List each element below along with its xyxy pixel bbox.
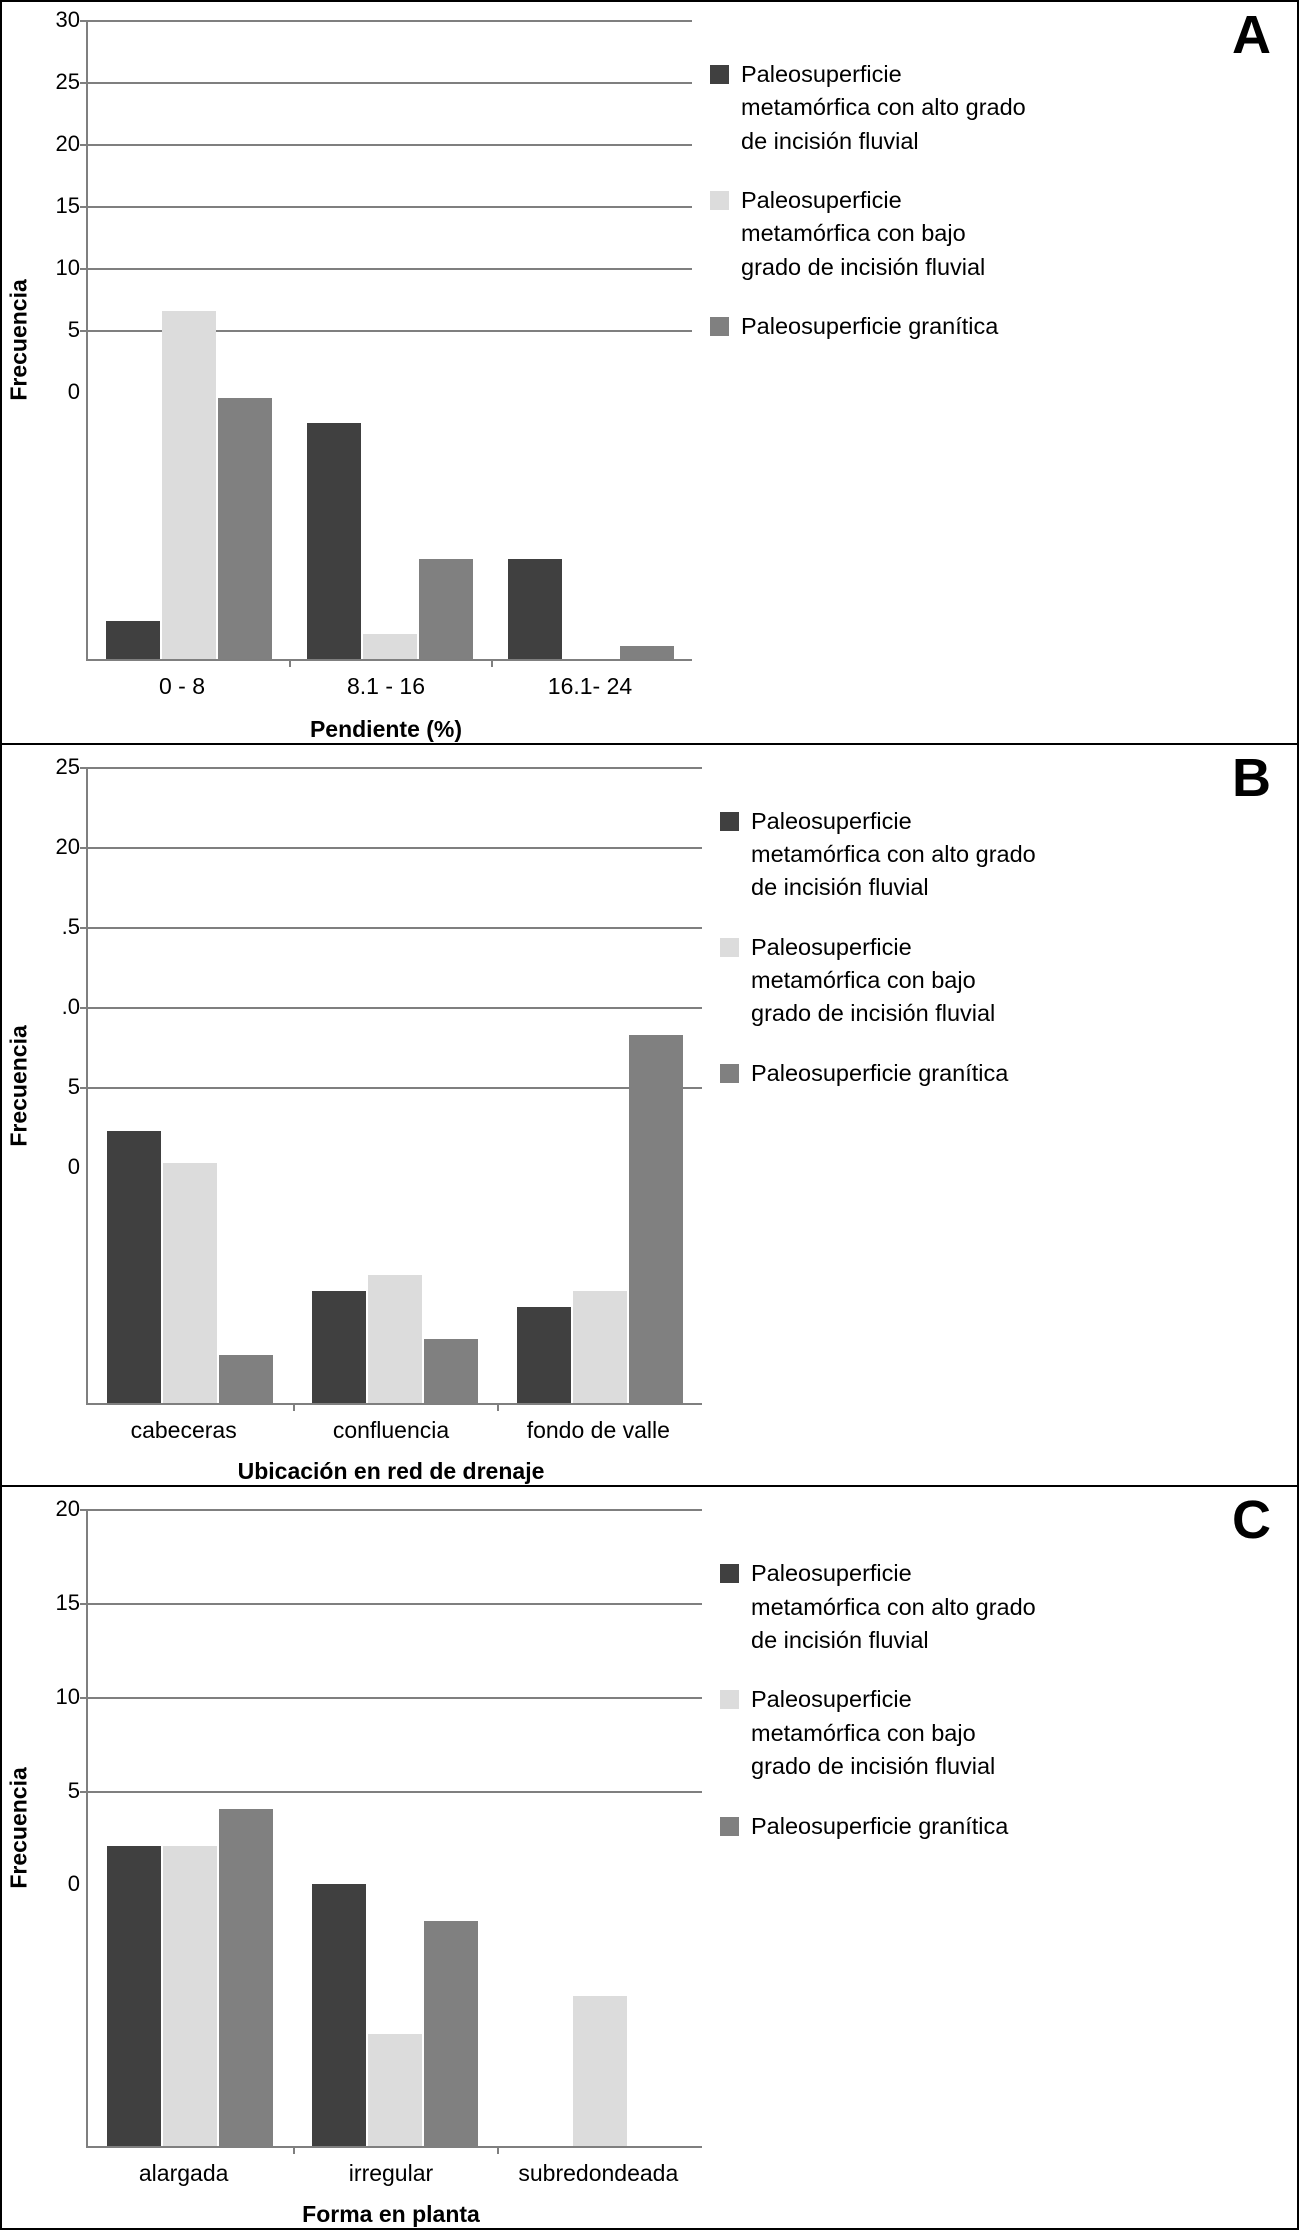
y-tick-mark — [80, 330, 88, 332]
legend-label: Paleosuperficie metamórfica con bajo grado de incisión fluvial — [751, 1686, 996, 1780]
legend-swatch-icon — [720, 1690, 739, 1709]
bar-group — [88, 20, 289, 659]
legend-label: Paleosuperficie metamórfica con alto grado de incisión fluvial — [741, 61, 1026, 154]
legend-item — [720, 1057, 1297, 1090]
y-tick-label: 25 — [55, 753, 80, 779]
legend-swatch-icon — [720, 812, 739, 831]
legend-swatch-icon — [720, 938, 739, 957]
bar — [219, 1355, 273, 1403]
y-tick-label: 0 — [67, 1153, 80, 1179]
bar — [424, 1921, 478, 2146]
bar-group — [88, 1509, 293, 2146]
bar-group — [497, 767, 702, 1404]
legend-item — [710, 310, 1297, 343]
y-tick-mark — [80, 1603, 88, 1605]
x-tick-label: 0 - 8 — [158, 672, 206, 699]
legend-label: Paleosuperficie granítica — [741, 313, 999, 340]
legend-item — [720, 1557, 1297, 1657]
y-tick-label: .0 — [61, 993, 80, 1019]
legend-swatch-icon — [710, 65, 729, 84]
legend-swatch-icon — [720, 1064, 739, 1083]
x-tick-label: 8.1 - 16 — [347, 672, 425, 699]
bar — [312, 1884, 366, 2147]
legend-swatch-icon — [720, 1564, 739, 1583]
chart-panel-c — [0, 1487, 1299, 2230]
y-axis-ticks — [42, 7, 86, 661]
y-axis-label: Frecuencia — [5, 1025, 32, 1147]
legend — [692, 2, 1297, 743]
y-tick-mark — [80, 1509, 88, 1511]
y-tick-mark — [80, 206, 88, 208]
bar — [424, 1339, 478, 1403]
bar — [629, 1035, 683, 1403]
x-tick-label: 16.1- 24 — [547, 672, 633, 699]
x-tick-label: confluencia — [332, 1417, 450, 1444]
legend — [702, 745, 1297, 1486]
y-tick-label: 5 — [67, 1777, 80, 1803]
bar — [219, 1809, 273, 2147]
y-tick-mark — [80, 1697, 88, 1699]
y-tick-mark — [80, 1087, 88, 1089]
y-tick-label: 5 — [67, 1073, 80, 1099]
x-axis-label: Forma en planta — [302, 2201, 480, 2228]
y-tick-mark — [80, 927, 88, 929]
legend-label: Paleosuperficie granítica — [751, 1059, 1009, 1086]
bar-group — [88, 767, 293, 1404]
bar — [573, 1291, 627, 1403]
y-tick-mark — [80, 847, 88, 849]
legend-item — [720, 805, 1297, 905]
bar — [218, 398, 272, 658]
y-tick-mark — [80, 268, 88, 270]
x-tick-label: cabeceras — [130, 1417, 237, 1444]
panel-letter: C — [1232, 1490, 1271, 1551]
bar — [368, 2034, 422, 2147]
x-tick-label: subredondeada — [518, 2160, 679, 2187]
bar — [307, 423, 361, 659]
legend-label: Paleosuperficie metamórfica con bajo grado de incisión fluvial — [751, 933, 996, 1027]
y-tick-label: 10 — [55, 1683, 80, 1709]
y-tick-label: 15 — [55, 193, 80, 218]
legend-label: Paleosuperficie metamórfica con bajo grado de incisión fluvial — [741, 187, 986, 280]
x-axis-ticks — [80, 2148, 702, 2187]
panel-letter: A — [1232, 5, 1271, 65]
y-tick-mark — [80, 1007, 88, 1009]
bar — [368, 1275, 422, 1403]
bar — [107, 1131, 161, 1403]
bar — [517, 1307, 571, 1403]
x-tick-mark — [491, 659, 493, 667]
y-axis-ticks — [42, 1496, 86, 2148]
y-tick-label: .5 — [61, 913, 80, 939]
y-tick-label: 25 — [55, 69, 80, 94]
bars-layer — [88, 20, 692, 659]
y-tick-mark — [80, 144, 88, 146]
bar-group — [289, 20, 490, 659]
x-axis-label: Pendiente (%) — [309, 715, 463, 742]
y-tick-label: 15 — [55, 1590, 80, 1616]
bar-group — [293, 1509, 498, 2146]
bar — [162, 311, 216, 658]
bar — [620, 646, 674, 658]
bar-group — [491, 20, 692, 659]
legend-label: Paleosuperficie metamórfica con alto grado de incisión fluvial — [751, 807, 1036, 901]
x-tick-mark — [293, 1403, 295, 1411]
bar — [107, 1846, 161, 2146]
legend-swatch-icon — [710, 191, 729, 210]
bar — [573, 1996, 627, 2146]
plot-grid — [86, 20, 692, 661]
y-tick-label: 0 — [67, 1871, 80, 1897]
legend-item — [710, 184, 1297, 284]
plot-grid — [86, 1509, 702, 2148]
x-tick-mark — [293, 2146, 295, 2154]
plot-area — [2, 745, 702, 1486]
bar — [363, 634, 417, 659]
x-tick-mark — [497, 2146, 499, 2154]
bar — [163, 1846, 217, 2146]
legend — [702, 1487, 1297, 2228]
y-tick-mark — [80, 20, 88, 22]
plot-grid — [86, 767, 702, 1406]
bar — [508, 559, 562, 658]
x-axis-ticks — [80, 661, 692, 700]
bar — [419, 559, 473, 658]
plot-area — [2, 2, 692, 743]
legend-label: Paleosuperficie granítica — [751, 1812, 1009, 1839]
y-tick-label: 5 — [67, 317, 80, 342]
bar-group — [497, 1509, 702, 2146]
panel-letter: B — [1232, 747, 1271, 808]
plot-area — [2, 1487, 702, 2228]
bar — [163, 1163, 217, 1403]
chart-panel-b — [0, 745, 1299, 1488]
x-tick-label: alargada — [138, 2160, 229, 2187]
legend-item — [710, 58, 1297, 158]
bars-layer — [88, 1509, 702, 2146]
chart-panel-a — [0, 0, 1299, 745]
x-tick-mark — [497, 1403, 499, 1411]
x-tick-label: irregular — [348, 2160, 434, 2187]
y-axis-label: Frecuencia — [5, 1767, 32, 1890]
legend-item — [720, 1810, 1297, 1843]
y-tick-label: 20 — [55, 131, 80, 156]
bar-group — [293, 767, 498, 1404]
x-tick-label: fondo de valle — [526, 1417, 670, 1444]
x-axis-label: Ubicación en red de drenaje — [237, 1458, 545, 1485]
legend-swatch-icon — [710, 317, 729, 336]
legend-item — [720, 1683, 1297, 1783]
y-tick-mark — [80, 82, 88, 84]
y-tick-label: 10 — [55, 255, 80, 280]
bar — [312, 1291, 366, 1403]
bars-layer — [88, 767, 702, 1404]
y-tick-label: 20 — [55, 833, 80, 859]
y-tick-label: 0 — [67, 379, 80, 404]
y-tick-mark — [80, 767, 88, 769]
legend-swatch-icon — [720, 1817, 739, 1836]
legend-label: Paleosuperficie metamórfica con alto grado de incisión fluvial — [751, 1560, 1036, 1654]
y-tick-label: 20 — [55, 1496, 80, 1522]
legend-item — [720, 931, 1297, 1031]
y-axis-label: Frecuencia — [5, 279, 32, 402]
y-tick-mark — [80, 1791, 88, 1793]
x-axis-ticks — [80, 1405, 702, 1444]
y-tick-label: 30 — [55, 7, 80, 32]
x-tick-mark — [289, 659, 291, 667]
bar — [106, 621, 160, 658]
